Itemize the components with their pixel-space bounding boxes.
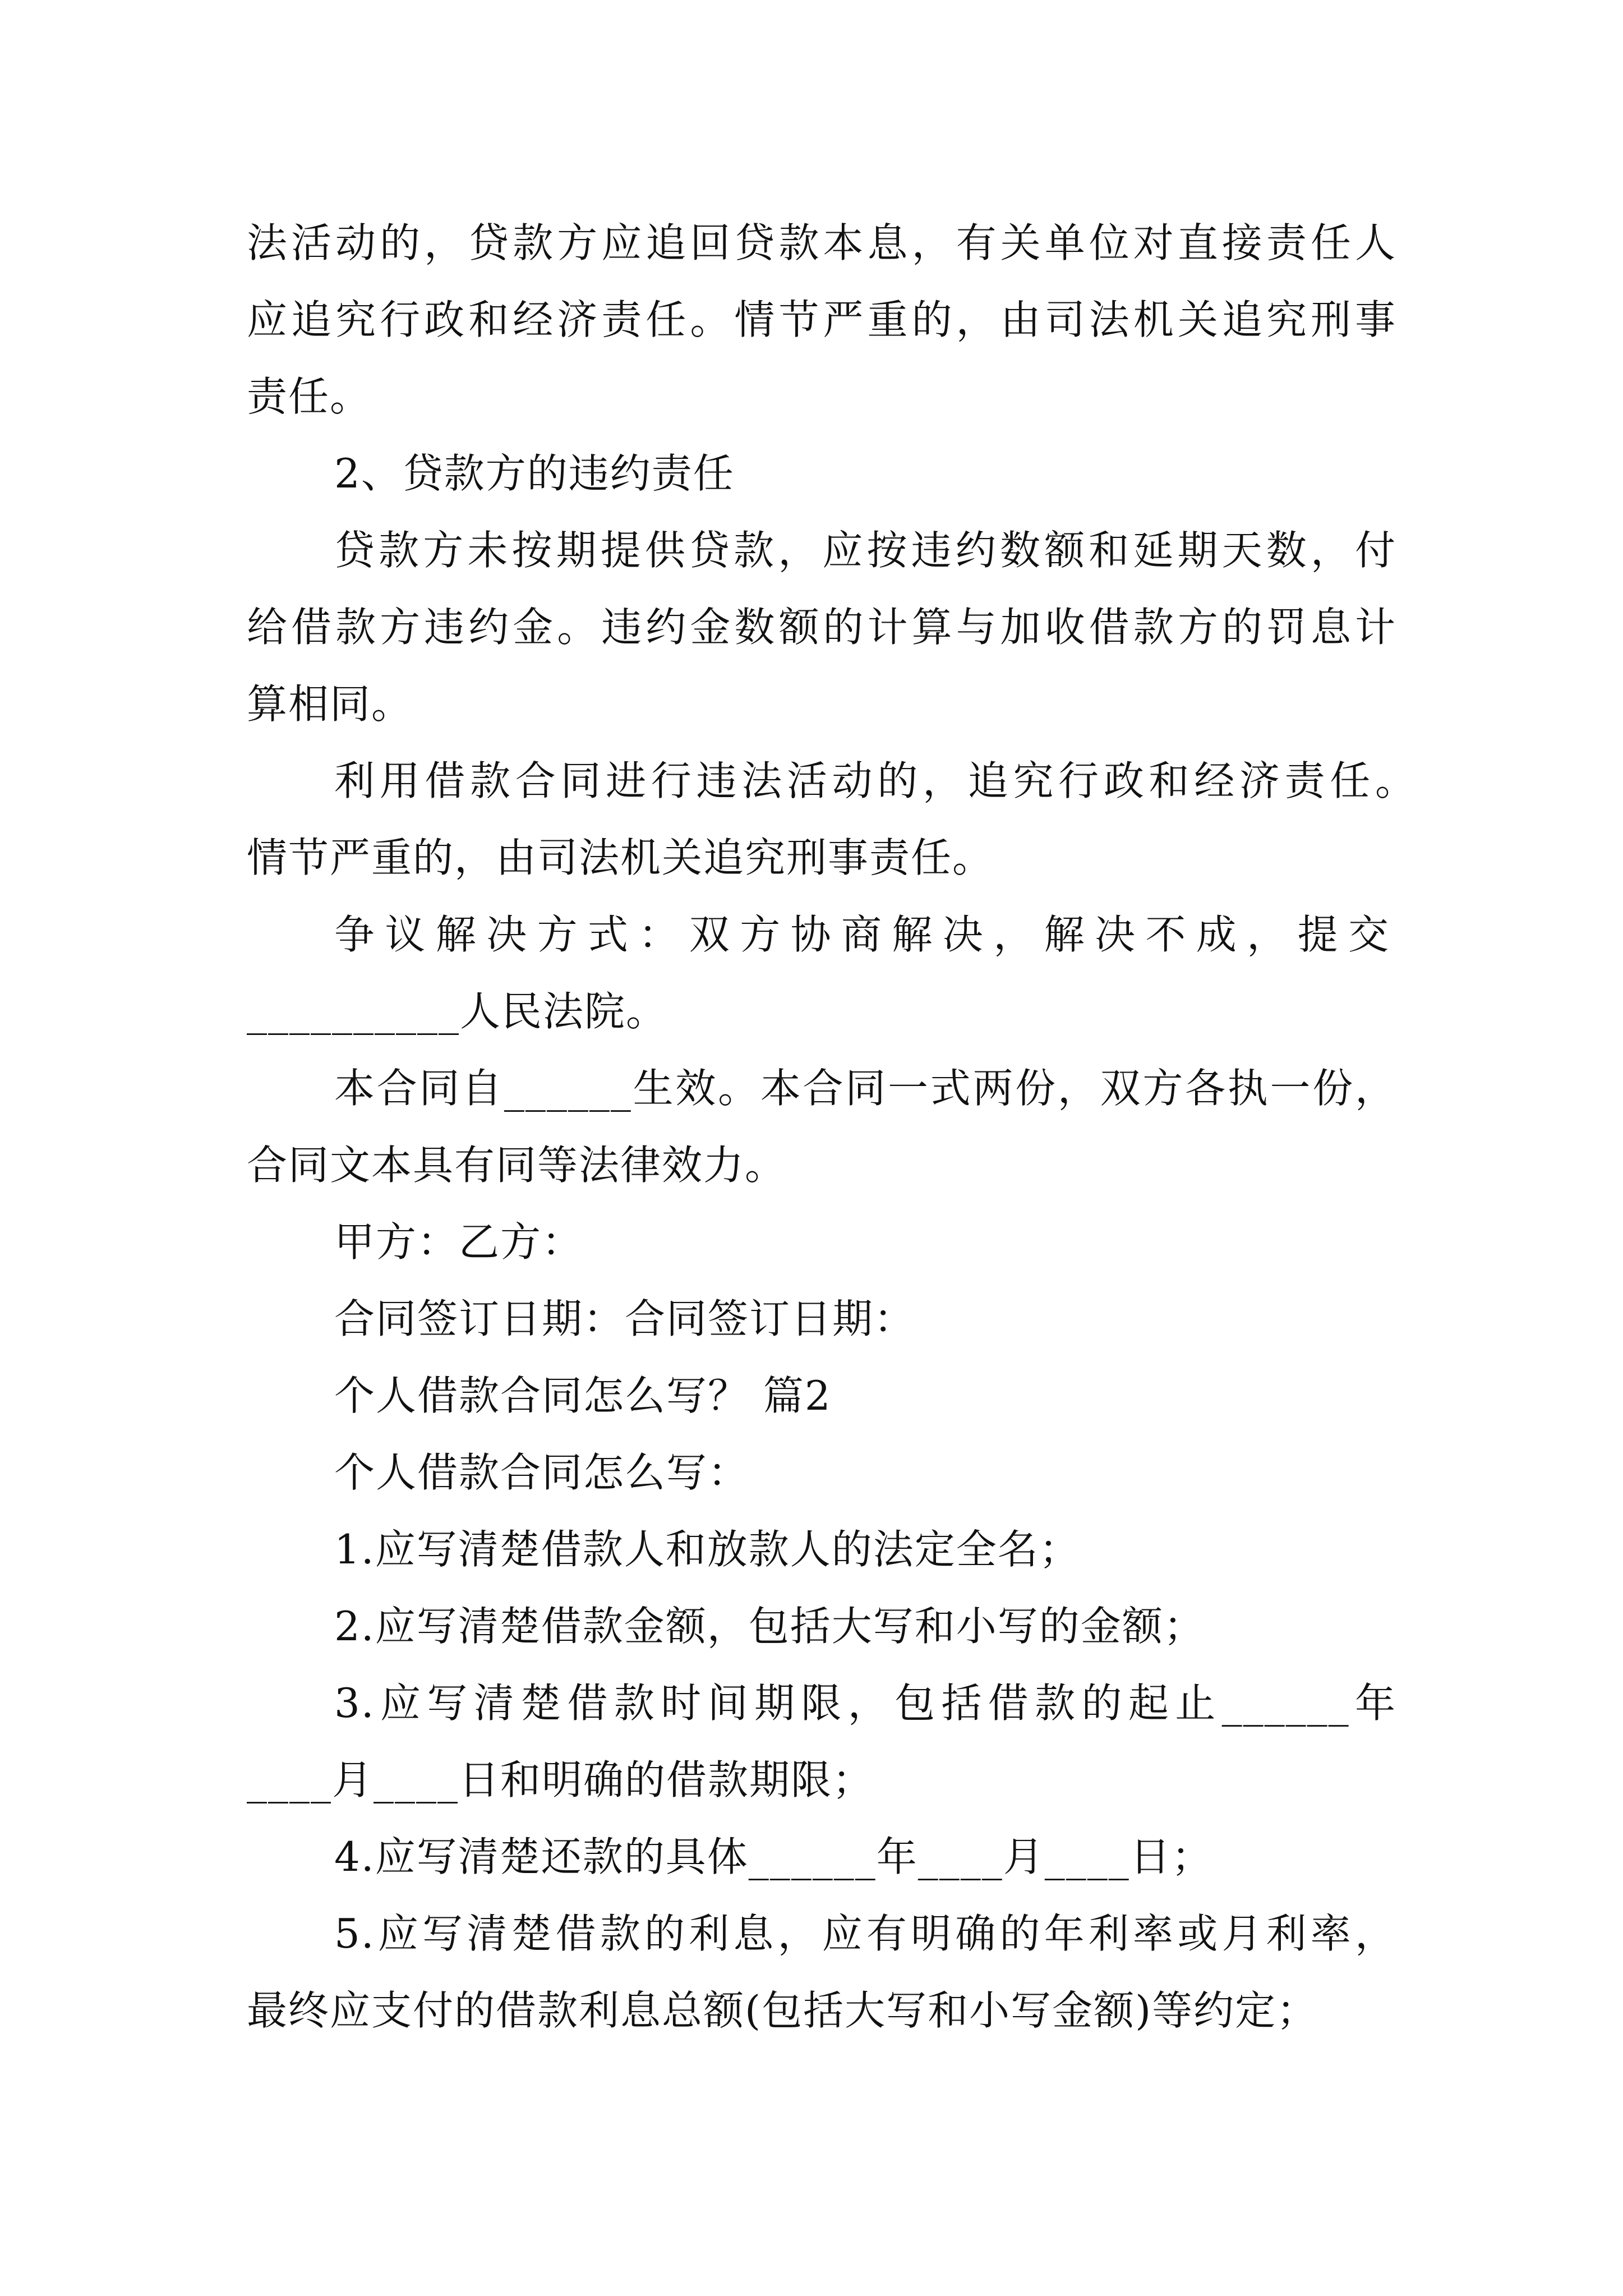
signature-parties: 甲方：乙方： xyxy=(334,1218,584,1266)
paragraph-line: 贷款方未按期提供贷款，应按违约数额和延期天数，付 xyxy=(334,527,1396,574)
list-item: 2.应写清楚借款金额，包括大写和小写的金额； xyxy=(334,1603,1205,1650)
paragraph-line: 应追究行政和经济责任。情节严重的，由司法机关追究刑事 xyxy=(247,296,1396,343)
paragraph-line: 本合同自______生效。本合同一式两份，双方各执一份， xyxy=(334,1065,1396,1112)
paragraph-line: 个人借款合同怎么写： xyxy=(334,1449,750,1496)
list-item: 1.应写清楚借款人和放款人的法定全名； xyxy=(334,1526,1081,1573)
list-item: 3.应写清楚借款时间期限，包括借款的起止______年 xyxy=(334,1680,1396,1727)
list-item-continuation: ____月____日和明确的借款期限； xyxy=(247,1756,874,1803)
list-item-continuation: 最终应支付的借款利息总额(包括大写和小写金额)等约定； xyxy=(247,1987,1318,2034)
section-title: 个人借款合同怎么写？ 篇2 xyxy=(334,1372,832,1419)
paragraph-line: 算相同。 xyxy=(247,680,413,728)
list-item: 4.应写清楚还款的具体______年____月____日； xyxy=(334,1833,1213,1880)
signing-date: 合同签订日期：合同签订日期： xyxy=(334,1295,916,1342)
paragraph-line: 责任。 xyxy=(247,373,372,420)
paragraph-line: __________人民法院。 xyxy=(247,988,668,1035)
paragraph-line: 争议解决方式：双方协商解决，解决不成，提交 xyxy=(334,911,1396,958)
paragraph-line: 利用借款合同进行违法活动的，追究行政和经济责任。 xyxy=(334,757,1417,804)
paragraph-line: 合同文本具有同等法律效力。 xyxy=(247,1142,787,1189)
section-heading: 2、贷款方的违约责任 xyxy=(334,450,735,497)
paragraph-line: 法活动的，贷款方应追回贷款本息，有关单位对直接责任人 xyxy=(247,219,1396,266)
paragraph-line: 给借款方违约金。违约金数额的计算与加收借款方的罚息计 xyxy=(247,604,1396,651)
list-item: 5.应写清楚借款的利息，应有明确的年利率或月利率， xyxy=(334,1910,1396,1957)
paragraph-line: 情节严重的，由司法机关追究刑事责任。 xyxy=(247,834,994,881)
